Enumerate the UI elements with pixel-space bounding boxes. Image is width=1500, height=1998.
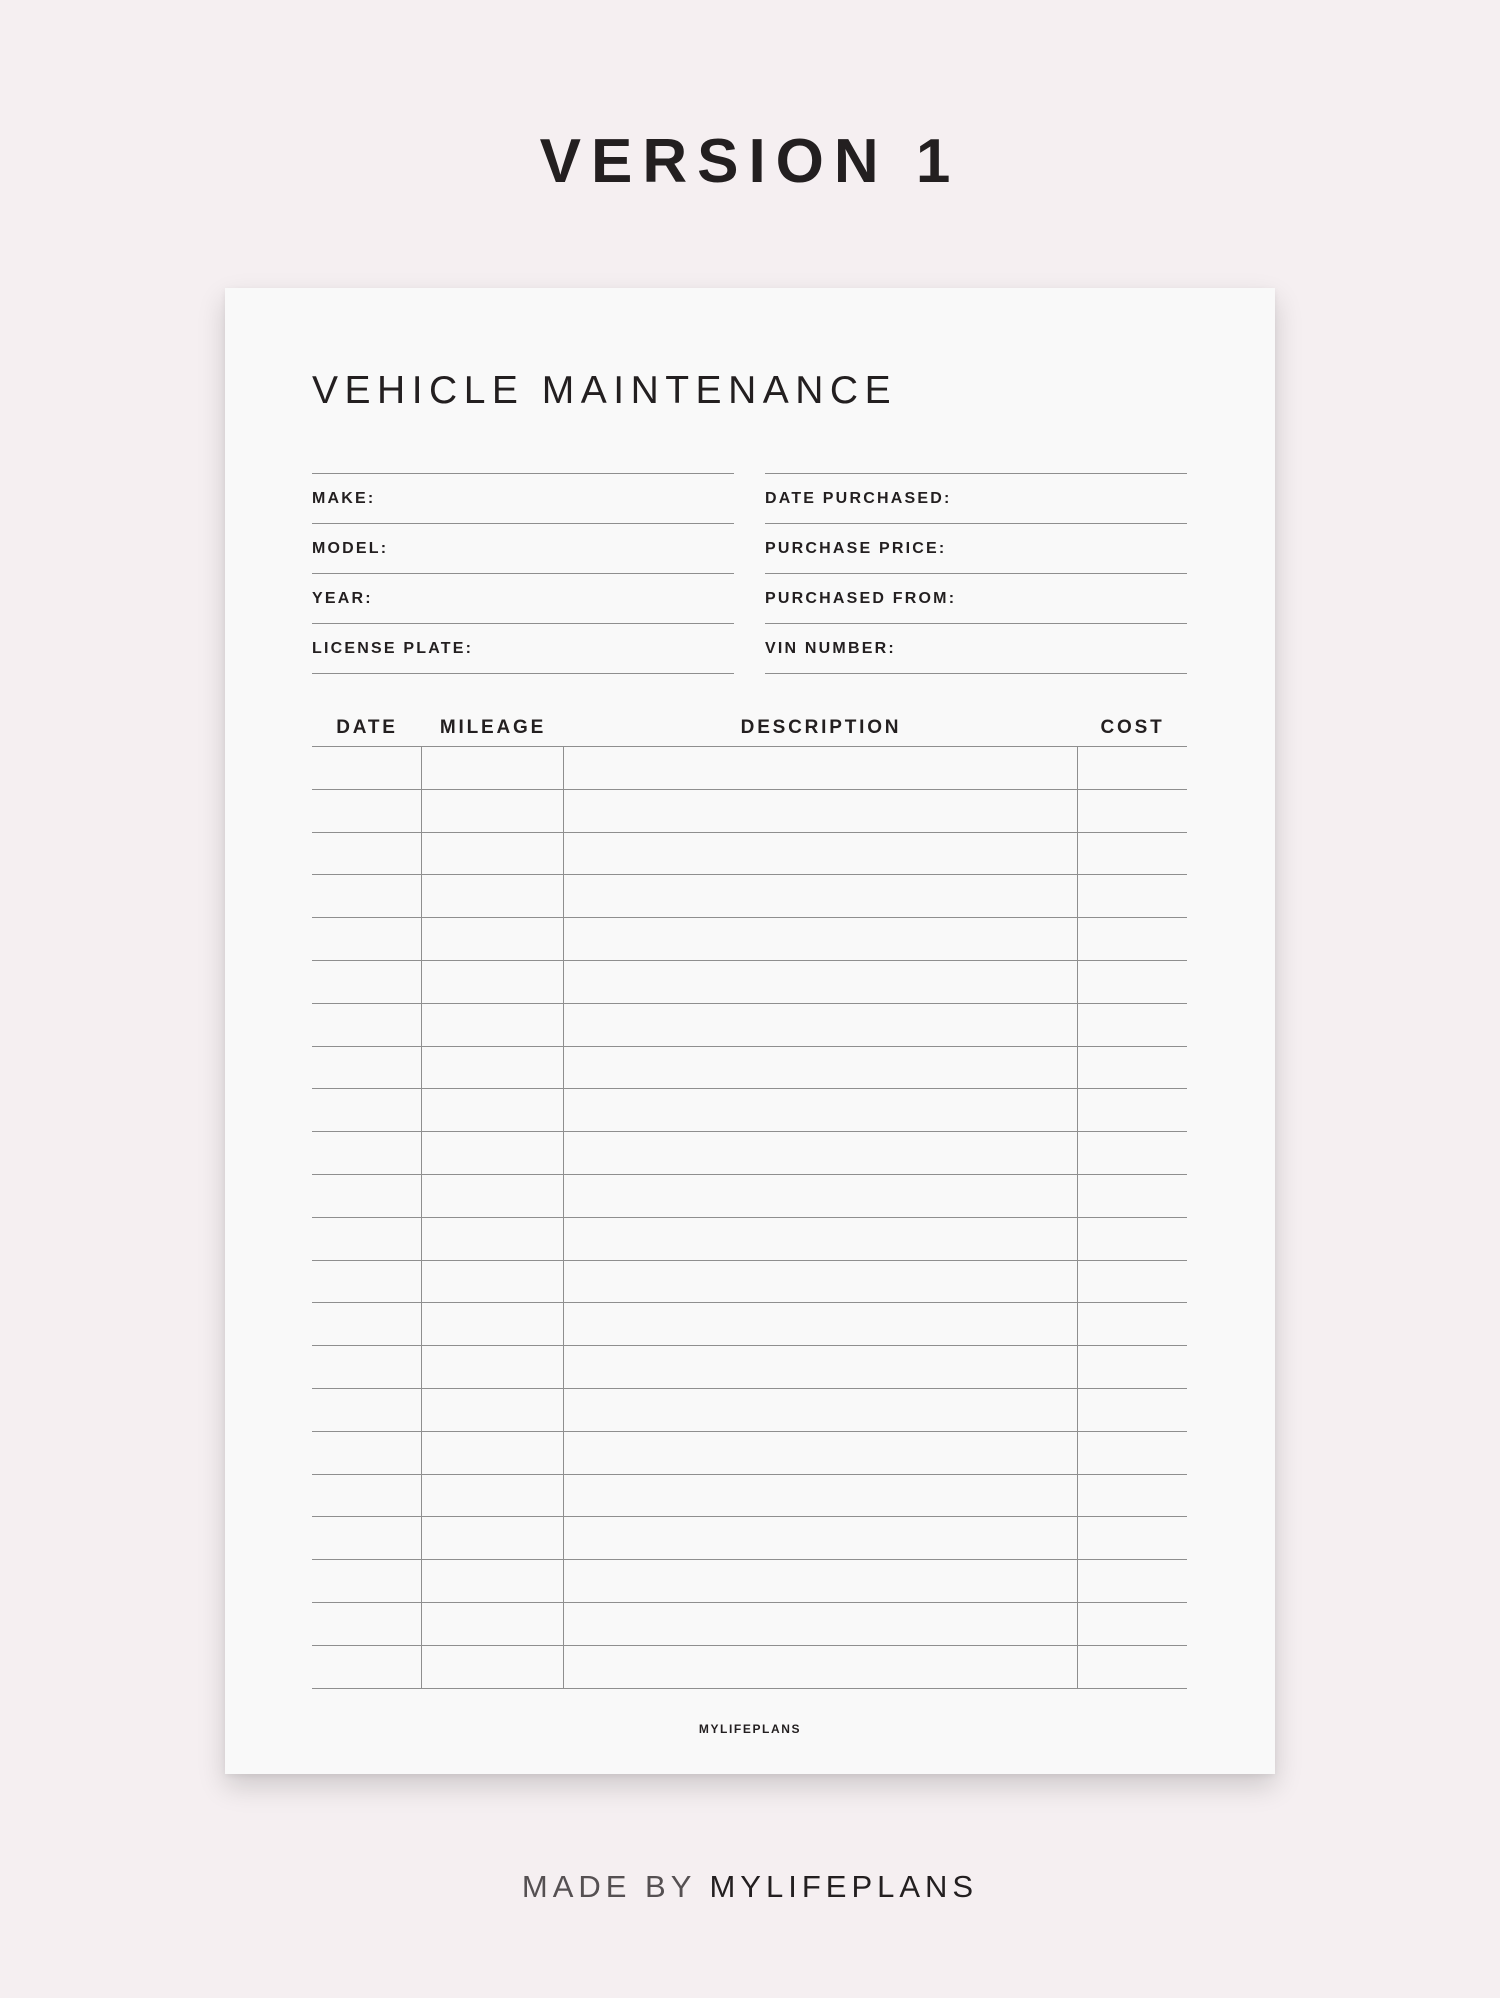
cost-cell[interactable] xyxy=(1078,1132,1187,1174)
cost-cell[interactable] xyxy=(1078,1646,1187,1688)
date-cell[interactable] xyxy=(312,1303,422,1345)
date-cell[interactable] xyxy=(312,918,422,960)
description-cell[interactable] xyxy=(564,1047,1078,1089)
credit-prefix: MADE BY xyxy=(521,1869,696,1904)
date-purchased-label: DATE PURCHASED: xyxy=(765,489,952,507)
description-cell[interactable] xyxy=(564,918,1078,960)
mileage-cell[interactable] xyxy=(422,1475,564,1517)
planner-sheet xyxy=(225,288,1275,1774)
model-field[interactable] xyxy=(312,524,734,574)
date-cell[interactable] xyxy=(312,961,422,1003)
description-cell[interactable] xyxy=(564,1218,1078,1260)
description-cell[interactable] xyxy=(564,1560,1078,1602)
table-row xyxy=(312,747,1187,790)
mileage-cell[interactable] xyxy=(422,1646,564,1688)
vin-number-field[interactable] xyxy=(765,624,1187,674)
vehicle-info-left xyxy=(312,473,734,674)
purchased-from-field[interactable] xyxy=(765,574,1187,624)
cost-cell[interactable] xyxy=(1078,1560,1187,1602)
table-row xyxy=(312,1004,1187,1047)
mileage-cell[interactable] xyxy=(422,1389,564,1431)
date-cell[interactable] xyxy=(312,1218,422,1260)
make-label: MAKE: xyxy=(312,489,376,507)
mileage-cell[interactable] xyxy=(422,1261,564,1303)
mileage-cell[interactable] xyxy=(422,833,564,875)
cost-cell[interactable] xyxy=(1078,1047,1187,1089)
date-cell[interactable] xyxy=(312,747,422,789)
table-row xyxy=(312,875,1187,918)
cost-cell[interactable] xyxy=(1078,1089,1187,1131)
mileage-cell[interactable] xyxy=(422,1047,564,1089)
date-cell[interactable] xyxy=(312,1346,422,1388)
description-cell[interactable] xyxy=(564,1603,1078,1645)
mileage-cell[interactable] xyxy=(422,1303,564,1345)
description-cell[interactable] xyxy=(564,1004,1078,1046)
table-row xyxy=(312,1432,1187,1475)
cost-cell[interactable] xyxy=(1078,1175,1187,1217)
table-row xyxy=(312,918,1187,961)
description-cell[interactable] xyxy=(564,961,1078,1003)
date-cell[interactable] xyxy=(312,1175,422,1217)
cost-cell[interactable] xyxy=(1078,747,1187,789)
mileage-cell[interactable] xyxy=(422,1004,564,1046)
cost-cell[interactable] xyxy=(1078,1603,1187,1645)
cost-cell[interactable] xyxy=(1078,1004,1187,1046)
date-cell[interactable] xyxy=(312,1432,422,1474)
cost-cell[interactable] xyxy=(1078,790,1187,832)
purchased-from-label: PURCHASED FROM: xyxy=(765,589,957,607)
description-cell[interactable] xyxy=(564,1175,1078,1217)
description-cell[interactable] xyxy=(564,875,1078,917)
date-cell[interactable] xyxy=(312,1261,422,1303)
vin-number-label: VIN NUMBER: xyxy=(765,639,896,657)
table-row xyxy=(312,1603,1187,1646)
column-header-mileage: MILEAGE xyxy=(439,717,547,738)
table-row xyxy=(312,790,1187,833)
date-purchased-field[interactable] xyxy=(765,474,1187,524)
purchase-price-field[interactable] xyxy=(765,524,1187,574)
purchase-price-label: PURCHASE PRICE: xyxy=(765,539,947,557)
table-row xyxy=(312,1389,1187,1432)
table-row xyxy=(312,1089,1187,1132)
description-cell[interactable] xyxy=(564,833,1078,875)
table-row xyxy=(312,1560,1187,1603)
description-cell[interactable] xyxy=(564,1517,1078,1559)
cost-cell[interactable] xyxy=(1078,1303,1187,1345)
date-cell[interactable] xyxy=(312,1389,422,1431)
sheet-title: VEHICLE MAINTENANCE xyxy=(312,369,898,412)
mileage-cell[interactable] xyxy=(422,1603,564,1645)
description-cell[interactable] xyxy=(564,747,1078,789)
mileage-cell[interactable] xyxy=(422,790,564,832)
date-cell[interactable] xyxy=(312,833,422,875)
table-row xyxy=(312,1346,1187,1389)
cost-cell[interactable] xyxy=(1078,1517,1187,1559)
description-cell[interactable] xyxy=(564,1346,1078,1388)
cost-cell[interactable] xyxy=(1078,1475,1187,1517)
column-header-cost: COST xyxy=(1100,717,1165,738)
description-cell[interactable] xyxy=(564,790,1078,832)
table-row xyxy=(312,1646,1187,1689)
table-row xyxy=(312,1218,1187,1261)
sheet-footer-brand: MYLIFEPLANS xyxy=(698,1722,802,1736)
date-cell[interactable] xyxy=(312,790,422,832)
cost-cell[interactable] xyxy=(1078,1432,1187,1474)
date-cell[interactable] xyxy=(312,1560,422,1602)
model-label: MODEL: xyxy=(312,539,389,557)
table-row xyxy=(312,1261,1187,1304)
cost-cell[interactable] xyxy=(1078,918,1187,960)
table-body xyxy=(312,747,1187,1689)
cost-cell[interactable] xyxy=(1078,833,1187,875)
mileage-cell[interactable] xyxy=(422,1132,564,1174)
column-header-description: DESCRIPTION xyxy=(740,717,902,738)
maintenance-log-table xyxy=(312,710,1187,1689)
license-plate-field[interactable] xyxy=(312,624,734,674)
date-cell[interactable] xyxy=(312,1047,422,1089)
mileage-cell[interactable] xyxy=(422,1175,564,1217)
date-cell[interactable] xyxy=(312,1475,422,1517)
mileage-cell[interactable] xyxy=(422,875,564,917)
mileage-cell[interactable] xyxy=(422,1432,564,1474)
table-row xyxy=(312,1175,1187,1218)
date-cell[interactable] xyxy=(312,1004,422,1046)
date-cell[interactable] xyxy=(312,1603,422,1645)
date-cell[interactable] xyxy=(312,875,422,917)
description-cell[interactable] xyxy=(564,1261,1078,1303)
year-field[interactable] xyxy=(312,574,734,624)
mileage-cell[interactable] xyxy=(422,1218,564,1260)
mileage-cell[interactable] xyxy=(422,1560,564,1602)
date-cell[interactable] xyxy=(312,1517,422,1559)
mileage-cell[interactable] xyxy=(422,961,564,1003)
cost-cell[interactable] xyxy=(1078,875,1187,917)
table-row xyxy=(312,1517,1187,1560)
version-title: VERSION 1 xyxy=(539,127,961,196)
mileage-cell[interactable] xyxy=(422,918,564,960)
year-label: YEAR: xyxy=(312,589,373,607)
mileage-cell[interactable] xyxy=(422,747,564,789)
cost-cell[interactable] xyxy=(1078,1218,1187,1260)
column-header-date: DATE xyxy=(336,717,398,738)
description-cell[interactable] xyxy=(564,1389,1078,1431)
mileage-cell[interactable] xyxy=(422,1346,564,1388)
table-row xyxy=(312,1475,1187,1518)
mileage-cell[interactable] xyxy=(422,1517,564,1559)
description-cell[interactable] xyxy=(564,1432,1078,1474)
table-row xyxy=(312,1303,1187,1346)
date-cell[interactable] xyxy=(312,1646,422,1688)
description-cell[interactable] xyxy=(564,1089,1078,1131)
credit-brand: MYLIFEPLANS xyxy=(709,1869,979,1904)
table-row xyxy=(312,833,1187,876)
cost-cell[interactable] xyxy=(1078,1389,1187,1431)
cost-cell[interactable] xyxy=(1078,1346,1187,1388)
cost-cell[interactable] xyxy=(1078,1261,1187,1303)
table-row xyxy=(312,1047,1187,1090)
description-cell[interactable] xyxy=(564,1132,1078,1174)
table-header xyxy=(312,710,1187,747)
vehicle-info-right xyxy=(765,473,1187,674)
date-cell[interactable] xyxy=(312,1089,422,1131)
credit-line xyxy=(0,1868,1500,1906)
cost-cell[interactable] xyxy=(1078,961,1187,1003)
table-row xyxy=(312,961,1187,1004)
table-row xyxy=(312,1132,1187,1175)
mileage-cell[interactable] xyxy=(422,1089,564,1131)
make-field[interactable] xyxy=(312,474,734,524)
license-plate-label: LICENSE PLATE: xyxy=(312,639,474,657)
description-cell[interactable] xyxy=(564,1303,1078,1345)
description-cell[interactable] xyxy=(564,1646,1078,1688)
description-cell[interactable] xyxy=(564,1475,1078,1517)
date-cell[interactable] xyxy=(312,1132,422,1174)
